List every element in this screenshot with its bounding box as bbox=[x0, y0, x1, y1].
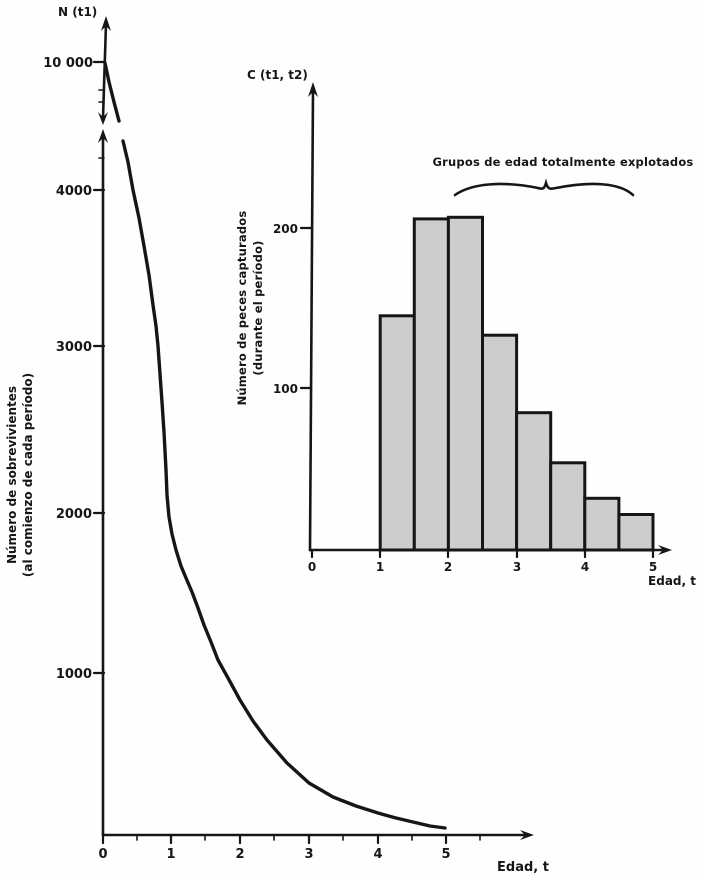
histogram-bar-age-1.5-to-2 bbox=[414, 219, 448, 550]
x-tick-label-4: 4 bbox=[373, 847, 383, 862]
histogram-bar-age-3-to-3.5 bbox=[517, 413, 551, 550]
x-tick-label-5: 5 bbox=[441, 847, 451, 862]
inset-y-axis-label-line2: (durante el período) bbox=[251, 240, 265, 376]
inset-x-axis-label: Edad, t bbox=[648, 574, 696, 588]
histogram-bar-age-4.5-to-5 bbox=[619, 515, 653, 551]
brace-icon bbox=[455, 183, 633, 195]
main-y-axis-label-line1: Número de sobrevivientes bbox=[5, 385, 19, 565]
y-tick-label-1000: 1000 bbox=[55, 667, 92, 682]
inset-x-tick-label-2: 2 bbox=[443, 560, 453, 574]
y-tick-label-10000: 10 000 bbox=[43, 56, 93, 71]
inset-x-tick-label-0: 0 bbox=[307, 560, 317, 574]
x-tick-label-0: 0 bbox=[98, 847, 108, 862]
inset-bars-group bbox=[380, 217, 653, 550]
histogram-bar-age-3.5-to-4 bbox=[551, 463, 585, 550]
survival-curve-upper-segment bbox=[105, 63, 119, 121]
y-tick-label-3000: 3000 bbox=[55, 340, 92, 355]
main-y-axis-label-line2: (al comienzo de cada período) bbox=[21, 372, 35, 578]
inset-axis-title: C (t1, t2) bbox=[247, 68, 308, 82]
main-x-axis bbox=[103, 830, 534, 843]
inset-x-tick-label-5: 5 bbox=[648, 560, 658, 574]
inset-y-axis bbox=[301, 82, 318, 550]
inset-catch-histogram bbox=[235, 68, 696, 588]
histogram-bar-age-2-to-2.5 bbox=[448, 217, 482, 550]
main-axis-title: N (t1) bbox=[58, 5, 98, 19]
x-tick-label-3: 3 bbox=[304, 847, 314, 862]
histogram-bar-age-1-to-1.5 bbox=[380, 316, 414, 550]
axis-line bbox=[310, 90, 313, 550]
fully-exploited-annotation: Grupos de edad totalmente explotados bbox=[432, 155, 694, 169]
inset-y-tick-label-100: 100 bbox=[272, 382, 298, 396]
histogram-bar-age-4-to-4.5 bbox=[585, 498, 619, 550]
main-y-axis-upper-segment bbox=[94, 16, 111, 125]
y-tick-label-4000: 4000 bbox=[55, 184, 92, 199]
histogram-bar-age-2.5-to-3 bbox=[483, 335, 517, 550]
inset-x-tick-label-1: 1 bbox=[375, 560, 385, 574]
inset-x-tick-label-4: 4 bbox=[580, 560, 590, 574]
main-y-axis-lower-segment bbox=[94, 129, 108, 835]
x-tick-label-2: 2 bbox=[235, 847, 245, 862]
main-x-axis-label: Edad, t bbox=[497, 860, 549, 875]
inset-x-tick-label-3: 3 bbox=[512, 560, 522, 574]
inset-y-tick-label-200: 200 bbox=[272, 222, 298, 236]
y-tick-label-2000: 2000 bbox=[55, 507, 92, 522]
inset-y-axis-label-line1: Número de peces capturados bbox=[235, 210, 249, 406]
x-tick-label-1: 1 bbox=[166, 847, 176, 862]
